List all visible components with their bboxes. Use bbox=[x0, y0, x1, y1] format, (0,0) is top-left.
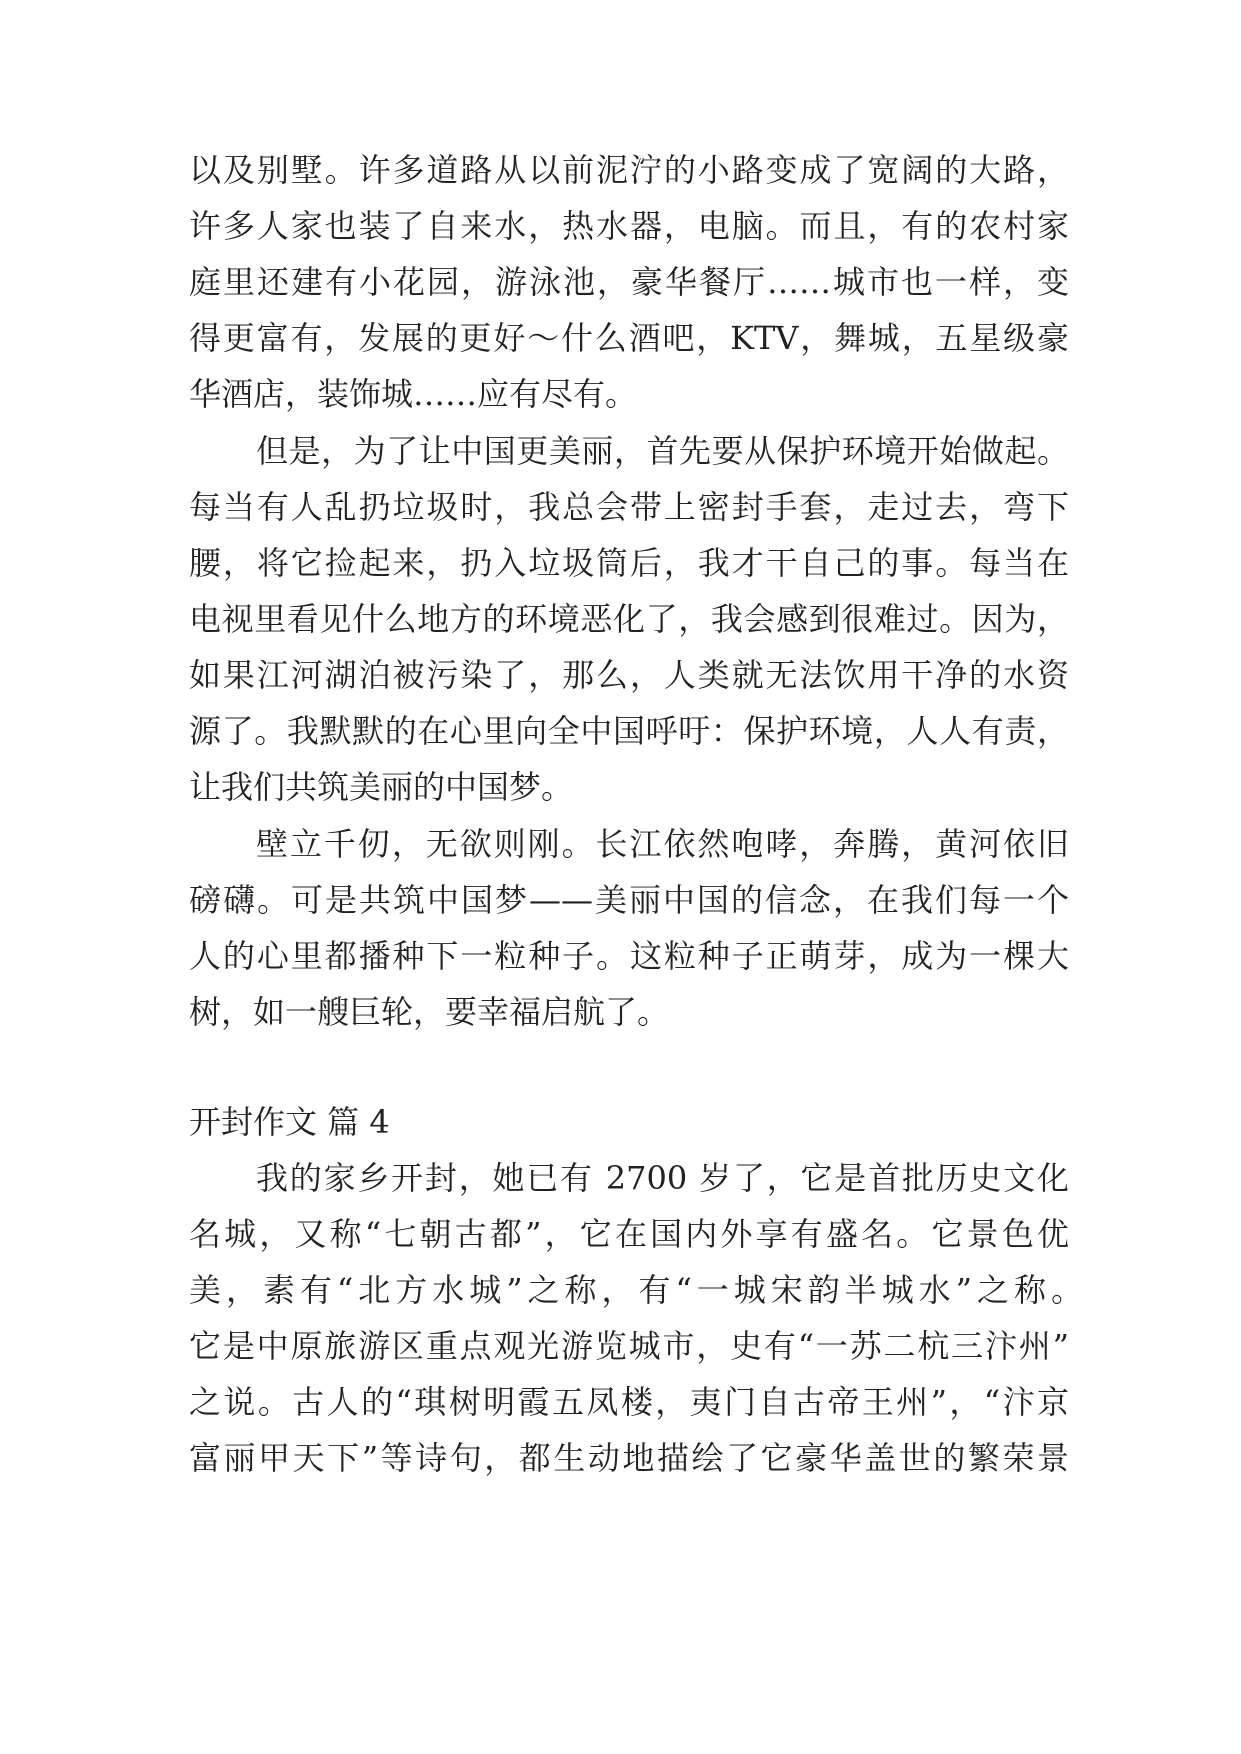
paragraph-2-line-7: 让我们共筑美丽的中国梦。 bbox=[189, 768, 574, 806]
paragraph-1-line-4: 得更富有，发展的更好～什么酒吧，KTV，舞城，五星级豪 bbox=[189, 319, 1069, 357]
paragraph-2-line-4: 电视里看见什么地方的环境恶化了，我会感到很难过。因为， bbox=[189, 600, 1069, 638]
paragraph-2-line-6: 源了。我默默的在心里向全中国呼吁：保护环境，人人有责， bbox=[189, 712, 1069, 750]
section-paragraph-line-2: 名城，又称“七朝古都”，它在国内外享有盛名。它景色优 bbox=[189, 1215, 1069, 1253]
paragraph-3-line-4: 树，如一艘巨轮，要幸福启航了。 bbox=[189, 993, 670, 1031]
paragraph-2-line-2: 每当有人乱扔垃圾时，我总会带上密封手套，走过去，弯下 bbox=[189, 488, 1069, 526]
section-paragraph-line-3: 美，素有“北方水城”之称，有“一城宋韵半城水”之称。 bbox=[189, 1271, 1083, 1309]
paragraph-1-line-3: 庭里还建有小花园，游泳池，豪华餐厅……城市也一样，变 bbox=[189, 263, 1069, 301]
paragraph-2-line-3: 腰，将它捡起来，扔入垃圾筒后，我才干自己的事。每当在 bbox=[189, 544, 1069, 582]
paragraph-1-line-1: 以及别墅。许多道路从以前泥泞的小路变成了宽阔的大路， bbox=[189, 151, 1069, 189]
paragraph-3-line-2: 磅礴。可是共筑中国梦——美丽中国的信念，在我们每一个 bbox=[189, 881, 1069, 919]
section-paragraph-line-1: 我的家乡开封，她已有 2700 岁了，它是首批历史文化 bbox=[256, 1159, 1069, 1197]
paragraph-2-line-1: 但是，为了让中国更美丽，首先要从保护环境开始做起。 bbox=[256, 432, 1069, 470]
paragraph-1-line-5: 华酒店，装饰城……应有尽有。 bbox=[189, 375, 638, 413]
paragraph-1-line-2: 许多人家也装了自来水，热水器，电脑。而且，有的农村家 bbox=[189, 207, 1069, 245]
section-paragraph-line-5: 之说。古人的“琪树明霞五凤楼，夷门自古帝王州”，“汴京 bbox=[189, 1383, 1069, 1421]
section-paragraph-line-4: 它是中原旅游区重点观光游览城市，史有“一苏二杭三汴州” bbox=[189, 1327, 1069, 1365]
section-paragraph-line-6: 富丽甲天下”等诗句，都生动地描绘了它豪华盖世的繁荣景 bbox=[189, 1439, 1069, 1477]
paragraph-2-line-5: 如果江河湖泊被污染了，那么，人类就无法饮用干净的水资 bbox=[189, 656, 1069, 694]
paragraph-3-line-3: 人的心里都播种下一粒种子。这粒种子正萌芽，成为一棵大 bbox=[189, 937, 1069, 975]
paragraph-3-line-1: 壁立千仞，无欲则刚。长江依然咆哮，奔腾，黄河依旧 bbox=[256, 825, 1069, 863]
section-title: 开封作文 篇 4 bbox=[189, 1103, 390, 1141]
